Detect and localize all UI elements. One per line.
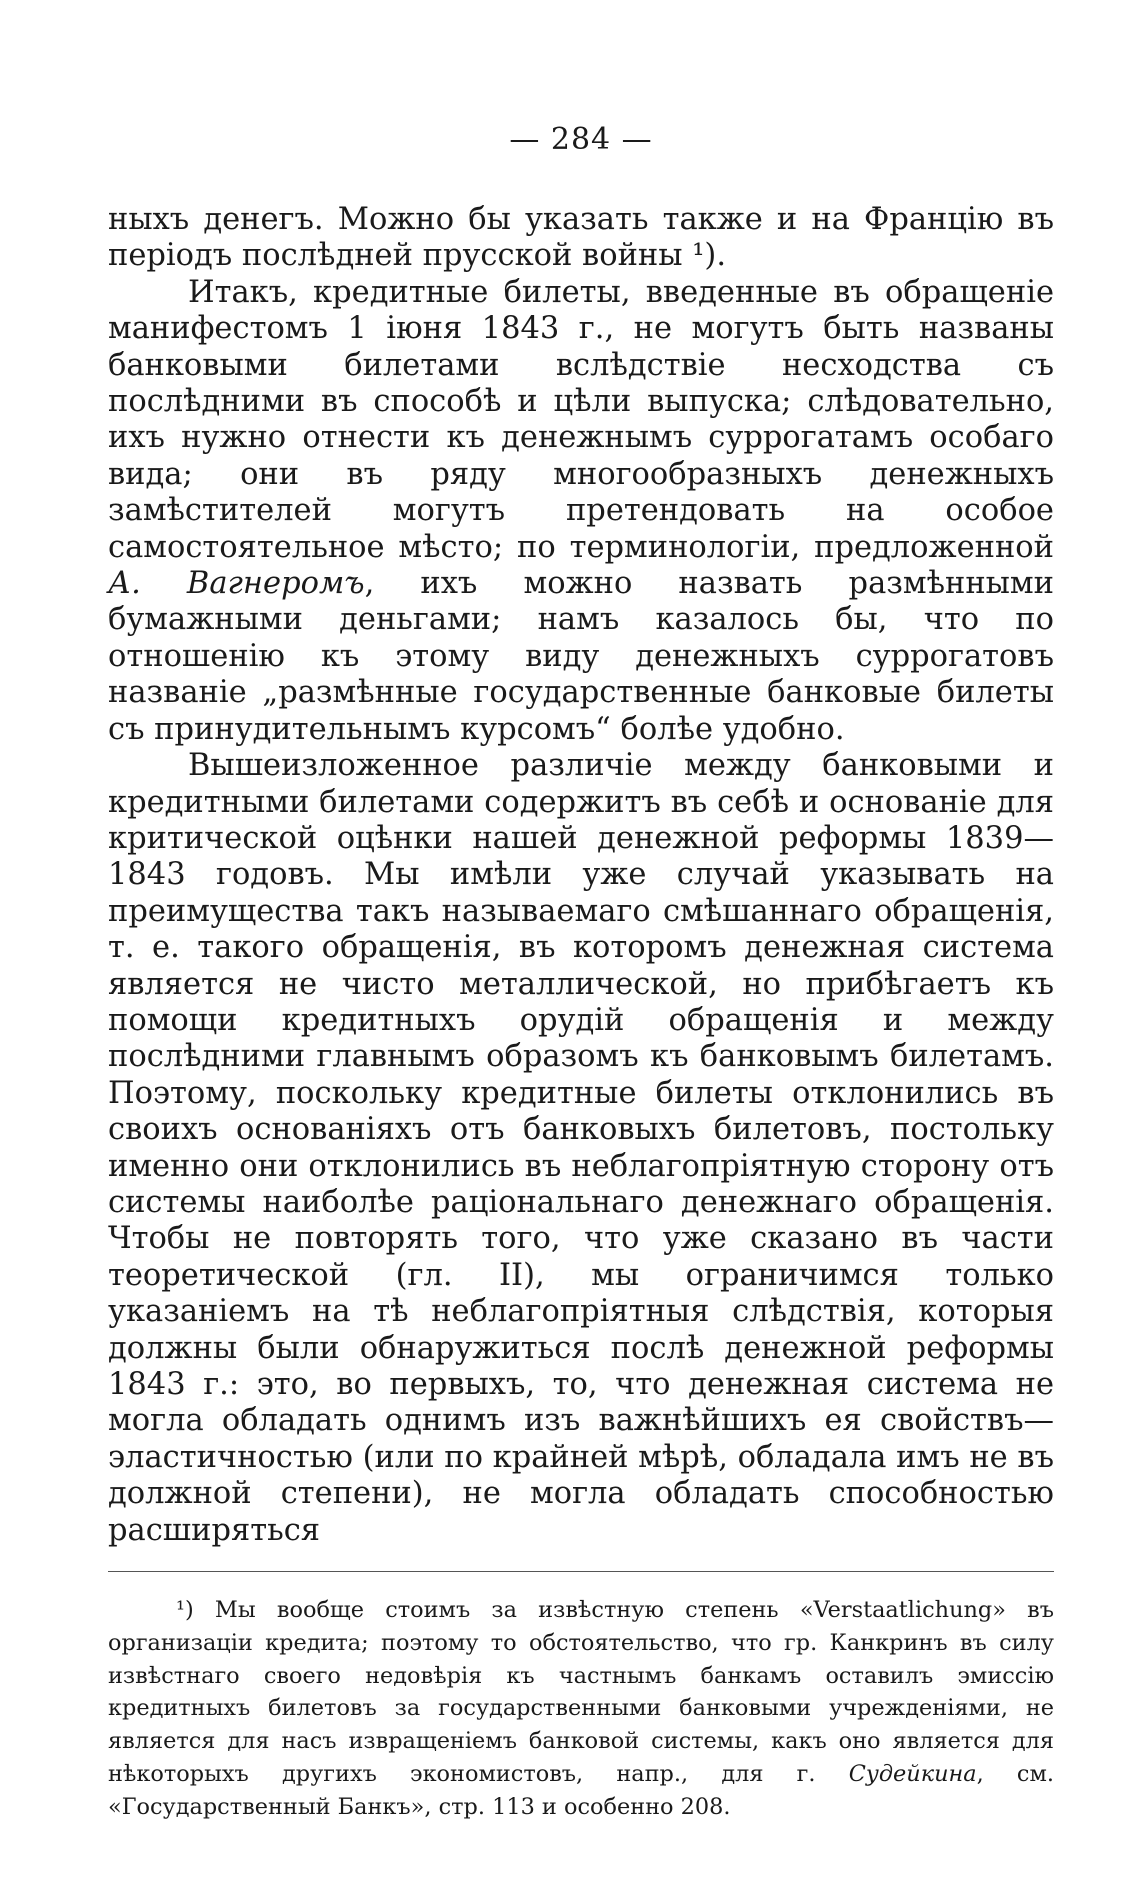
footnote (108, 1594, 1054, 1824)
paragraph-2 (108, 275, 1054, 748)
text-segment: ныхъ денегъ. Можно бы указать также и на Францію въ періодъ послѣдней прусской войны ¹). (108, 202, 1054, 274)
paragraph-3 (108, 748, 1054, 1549)
page-number: — 284 — (509, 122, 653, 157)
body-text (108, 202, 1054, 1549)
text-segment: ¹) Мы вообще стоимъ за извѣстную степень «Verstaatlichung» въ организаціи кредита; поэтому то обстоятельство, что гр. Канкринъ въ силу извѣстнаго своего недовѣрія къ частнымъ банкамъ оставилъ эмиссію кредитныхъ билетовъ за государственными банковыми учрежденіями, не является для насъ извращеніемъ банковой системы, какъ оно является для нѣкоторыхъ другихъ экономистовъ, напр., для г. (108, 1597, 1054, 1788)
text-segment: , см. «Государственный Банкъ», стр. 113 и особенно 208. (108, 1761, 1055, 1820)
author-name: А. Вагнеромъ (108, 566, 365, 602)
text-segment: Вышеизложенное различіе между банковыми и кредитными билетами содержитъ въ себѣ и основаніе для критической оцѣнки нашей денежной реформы 1839—1843 годовъ. Мы имѣли уже случай указывать на преимущества такъ называемаго смѣшаннаго обращенія, т. е. такого обращенія, въ которомъ денежная система является не чисто металлической, но прибѣгаетъ къ помощи кредитныхъ орудій обращенія и между послѣдними главнымъ образомъ къ банковымъ билетамъ. Поэтому, поскольку кредитные билеты отклонились въ своихъ основаніяхъ отъ банковыхъ билетовъ, постольку именно они отклонились въ неблагопріятную сторону отъ системы наиболѣе раціональнаго денежнаго обращенія. Чтобы не повторять того, что уже сказано въ части теоретической (гл. II), мы ограничимся только указаніемъ на тѣ неблагопріятныя слѣдствія, которыя должны были обнаружиться послѣ денежной реформы 1843 г.: это, во первыхъ, то, что денежная система не могла обладать однимъ изъ важнѣйшихъ ея свойствъ—эластичностью (или по крайней мѣрѣ, обладала имъ не въ должной степени), не могла обладать способностью расширяться (108, 748, 1054, 1548)
page (108, 120, 1054, 1824)
footnote-divider (108, 1571, 1054, 1572)
paragraph-1 (108, 202, 1054, 275)
author-name: Судейкина (848, 1761, 977, 1788)
text-segment: , ихъ можно назвать размѣнными бумажными деньгами; намъ казалось бы, что по отношенію къ этому виду денежныхъ суррогатовъ названіе „размѣнные государственные банковые билеты съ принудительнымъ курсомъ“ болѣе удобно. (108, 566, 1054, 747)
text-segment: Итакъ, кредитные билеты, введенные въ обращеніе манифестомъ 1 іюня 1843 г., не могутъ быть названы банковыми билетами вслѣдствіе несходства съ послѣдними въ способѣ и цѣли выпуска; слѣдовательно, ихъ нужно отнести къ денежнымъ суррогатамъ особаго вида; они въ ряду многообразныхъ денежныхъ замѣстителей могутъ претендовать на особое самостоятельное мѣсто; по терминологіи, предложенной (108, 274, 1054, 565)
